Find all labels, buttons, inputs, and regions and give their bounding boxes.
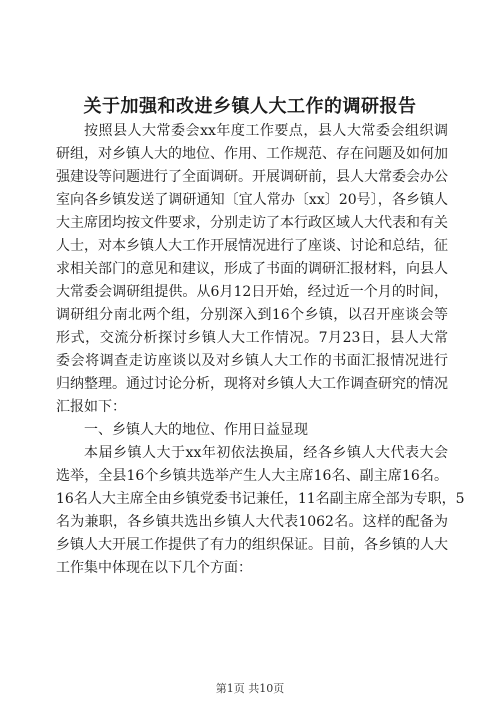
paragraph-line: 选举，全县16个乡镇共选举产生人大主席16名、副主席16名。 — [56, 468, 448, 484]
paragraph-line: 工作集中体现在以下几个方面： — [56, 560, 252, 576]
page-number: 第1页 共10页 — [215, 682, 285, 695]
paragraph-line: 调研组分南北两个组，分别深入到16个乡镇，以召开座谈会等 — [56, 307, 448, 323]
paragraph-line: 汇报如下： — [56, 399, 126, 415]
document-body — [56, 120, 465, 580]
paragraph-line: 室向各乡镇发送了调研通知〔宜人常办〔xx〕20号〕，各乡镇人 — [56, 192, 448, 208]
paragraph-line: 大常委会调研组提供。从6月12日开始，经过近一个月的时间， — [56, 284, 448, 300]
paragraph-line: 求相关部门的意见和建议，形成了书面的调研汇报材料，向县人 — [56, 261, 448, 277]
paragraph-line: 16名人大主席全由乡镇党委书记兼任，11名副主席全部为专职，5 — [56, 491, 465, 507]
paragraph-line: 强建设等问题进行了全面调研。开展调研前，县人大常委会办公 — [56, 169, 448, 185]
paragraph-line: 形式，交流分析探讨乡镇人大工作情况。7月23日，县人大常 — [56, 330, 448, 346]
paragraph-line: 按照县人大常委会xx年度工作要点，县人大常委会组织调 — [84, 123, 448, 139]
document-title: 关于加强和改进乡镇人大工作的调研报告 — [83, 96, 417, 117]
paragraph-line: 大主席团均按文件要求，分别走访了本行政区域人大代表和有关 — [56, 215, 448, 231]
paragraph-line: 乡镇人大开展工作提供了有力的组织保证。目前，各乡镇的人大 — [56, 537, 448, 553]
paragraph-line: 归纳整理。通过讨论分析，现将对乡镇人大工作调查研究的情况 — [56, 376, 448, 392]
paragraph-line: 名为兼职，各乡镇共选出乡镇人大代表1062名。这样的配备为 — [56, 514, 448, 530]
section-heading: 一、乡镇人大的地位、作用日益显现 — [84, 422, 308, 438]
paragraph-line: 人士，对本乡镇人大工作开展情况进行了座谈、讨论和总结，征 — [56, 238, 448, 254]
paragraph-line: 研组，对乡镇人大的地位、作用、工作规范、存在问题及如何加 — [56, 146, 448, 162]
paragraph-line: 本届乡镇人大于xx年初依法换届，经各乡镇人大代表大会 — [84, 445, 448, 461]
paragraph-line: 委会将调查走访座谈以及对乡镇人大工作的书面汇报情况进行 — [56, 353, 448, 369]
